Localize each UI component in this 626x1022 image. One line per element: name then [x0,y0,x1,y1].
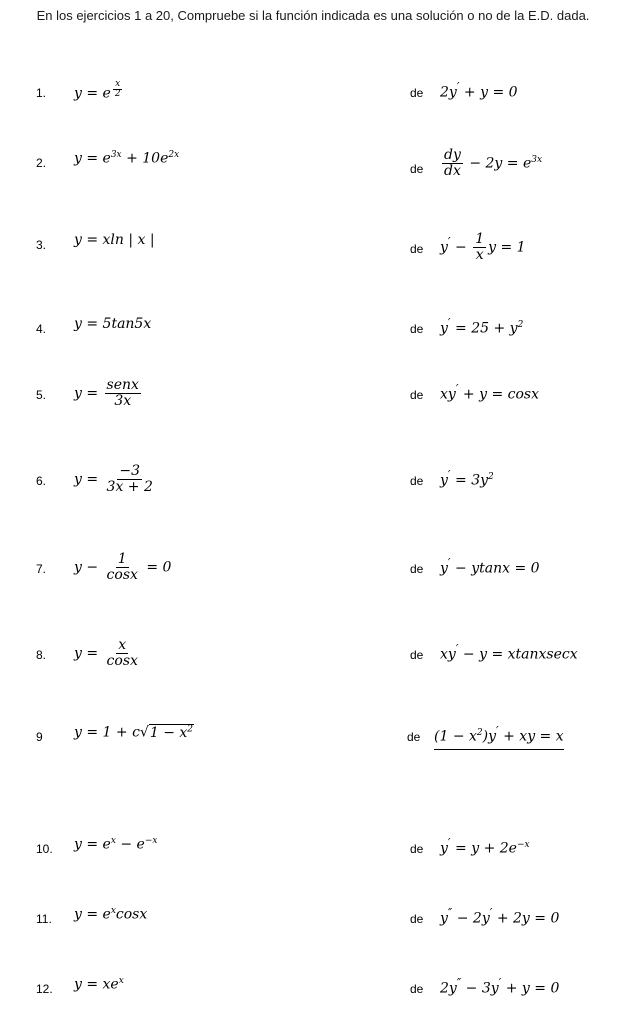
solution-function: $y = e^x\cos x$ [74,906,148,923]
exercise-number: 11. [36,912,52,926]
exercise-number: 7. [36,562,47,576]
differential-equation: y″ − 2y′ + 2y = 0 [440,906,560,927]
exercise-4 [0,316,626,346]
differential-equation: 2y″ − 3y′ + y = 0 [440,976,560,997]
differential-equation: $y' = 25 + y^2$ [440,316,524,337]
exercise-12 [0,976,626,1006]
page-title: En los ejercicios 1 a 20, Compruebe si la función indicada es una solución o no de la E.D. dada. [36,8,590,23]
de-label: de [410,648,424,662]
de-label: de [410,842,424,856]
solution-function: y − $\frac{1}{\cos x}$ = 0 [74,551,172,583]
differential-equation: $y' = 3y^2$ [440,468,494,489]
exercise-6 [0,463,626,498]
differential-equation: $\frac{dy}{dx}$ − $2y = e^{3x}$ [444,147,543,179]
differential-equation: $(1 - x^2)y'$ + xy = x [434,724,564,750]
exercise-number: 6. [36,474,47,488]
de-label: de [410,912,424,926]
differential-equation: xy′ − y = xtanxsecx [440,642,578,663]
exercise-1 [0,80,626,110]
exercise-11 [0,906,626,936]
exercise-number: 9 [36,730,43,744]
exercise-number: 5. [36,388,47,402]
de-label: de [410,86,424,100]
exercise-3 [0,232,626,262]
exercise-number: 2. [36,156,47,170]
de-label: de [410,242,424,256]
differential-equation: xy′ + y = cosx [440,382,539,403]
differential-equation: 2y′ + y = 0 [440,80,518,101]
differential-equation: $y' = y + 2e^{-x}$ [440,836,530,857]
exercise-number: 1. [36,86,47,100]
de-label: de [410,388,424,402]
exercise-8 [0,637,626,672]
solution-function: y = $\frac{\text{senx}}{3x}$ [74,377,139,409]
de-label: de [410,562,424,576]
exercise-number: 8. [36,648,47,662]
exercise-number: 3. [36,238,47,252]
solution-function: y = $\frac{x}{\cos x}$ [74,637,138,669]
solution-function: $y = 1 + c√1 - x^2$ [74,724,194,741]
solution-function: y = e $^{\frac{x}{2}}$ [74,79,121,102]
solution-function: y = 5tan5x [74,316,152,332]
exercise-2 [0,147,626,180]
solution-function: y = $\frac{-3}{3x + 2}$ [74,463,153,495]
exercise-9 [0,724,626,754]
solution-function: y = xln | x | [74,232,155,248]
differential-equation: y′ − $\frac{1}{x}$ y = 1 [440,231,526,263]
exercise-5 [0,377,626,412]
de-label: de [410,162,424,176]
de-label: de [407,730,421,744]
exercise-number: 12. [36,982,53,996]
solution-function: $y = e^{3x} + 10e^{2x}$ [74,150,180,167]
differential-equation: y′ − ytanx = 0 [440,556,540,577]
de-label: de [410,322,424,336]
solution-function: $y = e^x - e^{-x}$ [74,836,158,853]
de-label: de [410,982,424,996]
exercise-10 [0,836,626,866]
de-label: de [410,474,424,488]
solution-function: $y = xe^x$ [74,976,124,993]
exercise-number: 10. [36,842,53,856]
exercise-7 [0,551,626,586]
exercise-number: 4. [36,322,47,336]
